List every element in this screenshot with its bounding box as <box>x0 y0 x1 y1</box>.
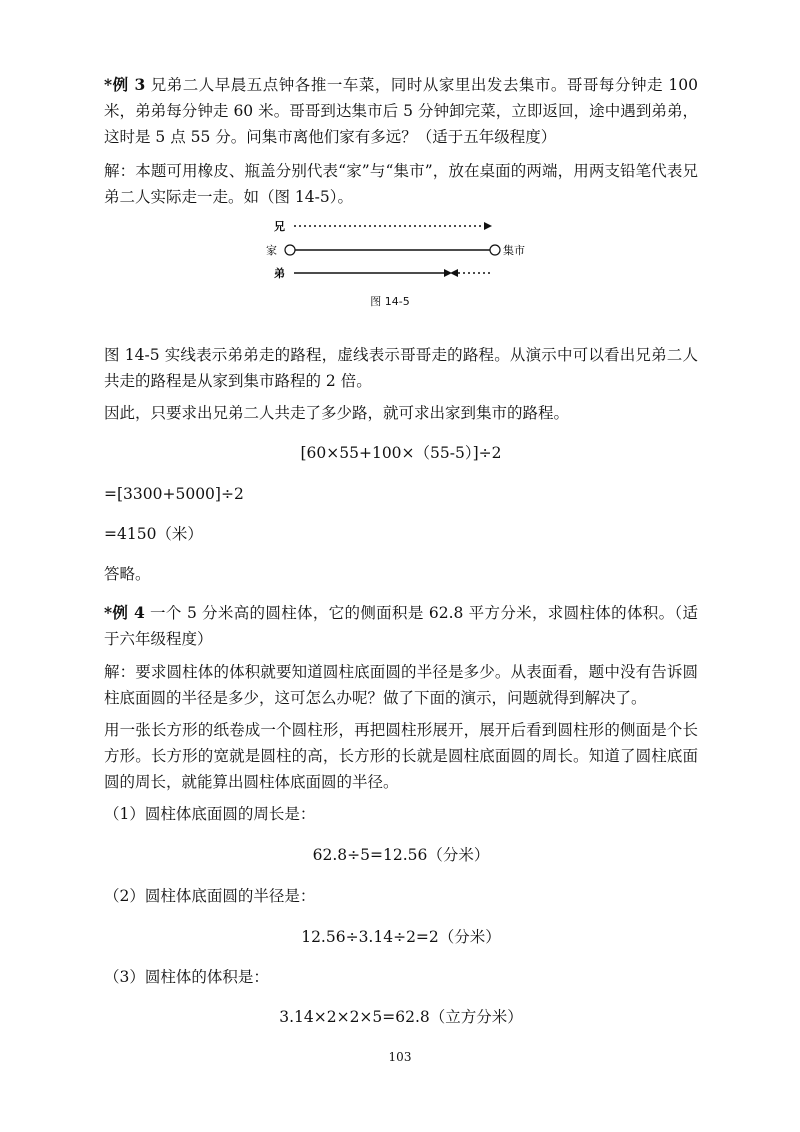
label-home: 家 <box>266 244 277 257</box>
example3-problem <box>104 72 698 150</box>
example3-text: 兄弟二人早晨五点钟各推一车菜，同时从家里出发去集市。哥哥每分钟走 100 米，弟弟每分钟走 60 米。哥哥到达集市后 5 分钟卸完菜，立即返回，途中遇到弟弟，这时是 5 点 55 分。问集市离他们家有多远？（适于五年级程度） <box>104 76 698 146</box>
example3-answer: 答略。 <box>104 565 151 583</box>
figure-14-5 <box>266 215 550 310</box>
example3-eq1: [60×55+100×（55-5）]÷2 <box>300 444 502 462</box>
example4-demo: 用一张长方形的纸卷成一个圆柱形，再把圆柱形展开，展开后看到圆柱形的侧面是个长方形。长方形的宽就是圆柱的高，长方形的长就是圆柱底面圆的周长。知道了圆柱底面圆的周长，就能算出圆柱体底面圆的半径。 <box>104 721 698 791</box>
example3-eq2: =[3300+5000]÷2 <box>104 485 244 503</box>
example4-step3-label: （3）圆柱体的体积是： <box>104 968 269 986</box>
example4-step2-eq: 12.56÷3.14÷2=2（分米） <box>301 928 501 946</box>
label-younger: 弟 <box>274 267 285 280</box>
example4-step2-label: （2）圆柱体底面圆的半径是： <box>104 887 316 905</box>
example3-therefore: 因此，只要求出兄弟二人共走了多少路，就可求出家到集市的路程。 <box>104 404 570 422</box>
brother-arrow <box>484 222 492 230</box>
home-circle <box>285 245 295 255</box>
example3-label: *例 3 <box>104 75 146 94</box>
example4-problem <box>104 600 698 652</box>
figure-caption: 图 14-5 <box>370 295 410 308</box>
example3-solution: 解：本题可用橡皮、瓶盖分别代表“家”与“集市”，放在桌面的两端，用两支铅笔代表兄弟二人实际走一走。如（图 14-5）。 <box>104 162 698 206</box>
brother-return-arrow <box>450 269 458 277</box>
route-diagram <box>266 215 550 295</box>
example3-explain: 图 14-5 实线表示弟弟走的路程，虚线表示哥哥走的路程。从演示中可以看出兄弟二人共走的路程是从家到集市路程的 2 倍。 <box>104 346 698 390</box>
example4-step1-label: （1）圆柱体底面圆的周长是： <box>104 805 316 823</box>
example4-text: 一个 5 分米高的圆柱体，它的侧面积是 62.8 平方分米，求圆柱体的体积。（适于六年级程度） <box>104 604 698 648</box>
example3-eq3: =4150（米） <box>104 525 203 543</box>
market-circle <box>490 245 500 255</box>
example4-label: *例 4 <box>104 603 145 622</box>
label-market: 集市 <box>503 244 525 257</box>
label-brother: 兄 <box>274 220 285 233</box>
example4-solution: 解：要求圆柱体的体积就要知道圆柱底面圆的半径是多少。从表面看，题中没有告诉圆柱底面圆的半径是多少，这可怎么办呢？做了下面的演示，问题就得到解决了。 <box>104 663 698 707</box>
example4-step1-eq: 62.8÷5=12.56（分米） <box>312 846 490 864</box>
example4-step3-eq: 3.14×2×2×5=62.8（立方分米） <box>279 1008 523 1026</box>
page-number: 103 <box>388 1050 412 1064</box>
